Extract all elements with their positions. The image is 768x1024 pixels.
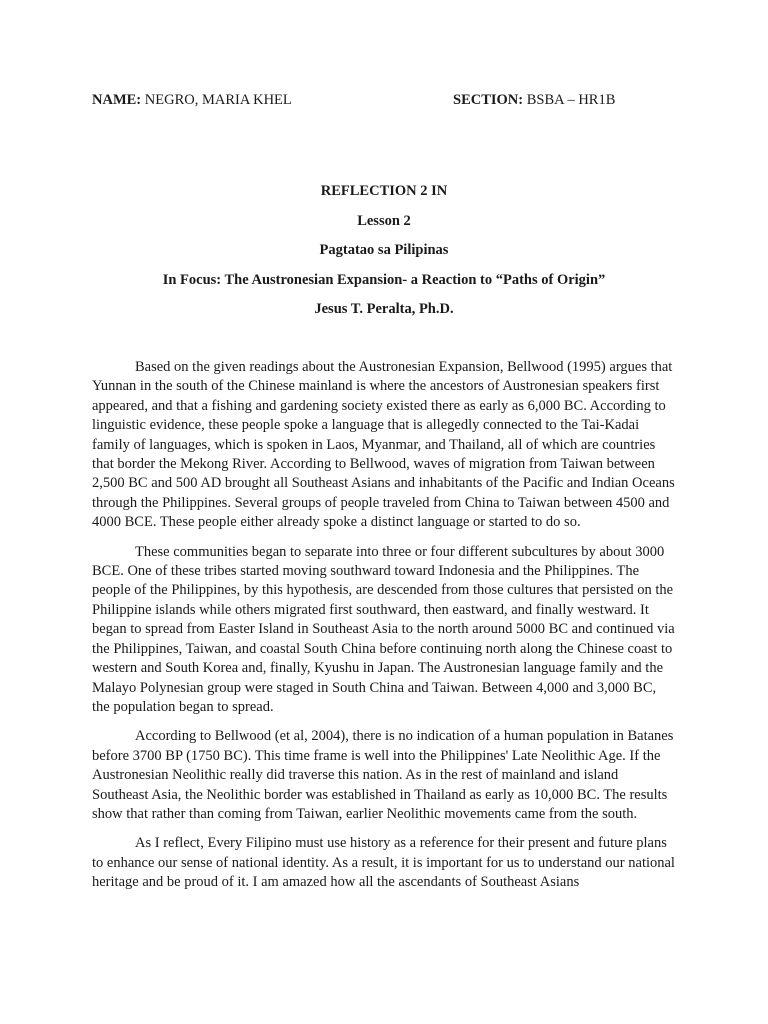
title-topic: Pagtatao sa Pilipinas (319, 242, 449, 258)
name-label: NAME: (92, 92, 142, 108)
header-row (92, 92, 692, 114)
student-name (92, 92, 292, 109)
title-author: Jesus T. Peralta, Ph.D. (314, 301, 454, 317)
paragraph: As I reflect, Every Filipino must use history as a reference for their present and future plans to enhance our sense of national identity. As a result, it is important for us to understand our national heritage and be proud of it. I am amazed how all the ascendants of Southeast Asians (92, 835, 675, 891)
paragraph: Based on the given readings about the Austronesian Expansion, Bellwood (1995) argues that Yunnan in the south of the Chinese mainland is where the ancestors of Austronesian speakers first appeared, and that a fishing and gardening society existed there as early as 6,000 BC. According to linguistic evidence, these people spoke a language that is allegedly connected to the Tai-Kadai family of languages, which is spoken in Laos, Myanmar, and Thailand, all of which are countries that border the Mekong River. According to Bellwood, waves of migration from Taiwan between 2,500 BC and 500 AD brought all Southeast Asians and inhabitants of the Pacific and Indian Oceans through the Philippines. Several groups of people traveled from China to Taiwan between 4500 and 4000 BCE. These people either already spoke a distinct language or started to do so. (92, 359, 675, 531)
document-titles (0, 181, 768, 329)
title-focus: In Focus: The Austronesian Expansion- a Reaction to “Paths of Origin” (162, 271, 606, 288)
section-label: SECTION: (453, 92, 524, 108)
paragraph: According to Bellwood (et al, 2004), there is no indication of a human population in Batanes before 3700 BP (1750 BC). This time frame is well into the Philippines' Late Neolithic Age. If the Austronesian Neolithic really did traverse this nation. As in the rest of mainland and island Southeast Asia, the Neolithic border was established in Thailand as early as 10,000 BC. The results show that rather than coming from Taiwan, earlier Neolithic movements came from the south. (92, 728, 674, 822)
paragraph: These communities began to separate into three or four different subcultures by about 3000 BCE. One of these tribes started moving southward toward Indonesia and the Philippines. The people of the Philippines, by this hypothesis, are descended from those cultures that persisted on the Philippine islands while others migrated first southward, then eastward, and finally westward. It began to spread from Easter Island in Southeast Asia to the north around 5000 BC and continued via the Philippines, Taiwan, and coastal South China before continuing north along the Chinese coast to western and South Korea and, finally, Kyushu in Japan. The Austronesian language family and the Malayo Polynesian group were staged in South China and Taiwan. Between 4,000 and 3,000 BC, the population began to spread. (92, 543, 675, 715)
section-value: BSBA – HR1B (526, 92, 616, 108)
student-section (453, 92, 615, 109)
title-lesson: Lesson 2 (357, 212, 411, 229)
document-body (92, 358, 676, 903)
title-reflection: REFLECTION 2 IN (320, 183, 448, 199)
name-value: NEGRO, MARIA KHEL (144, 92, 292, 108)
